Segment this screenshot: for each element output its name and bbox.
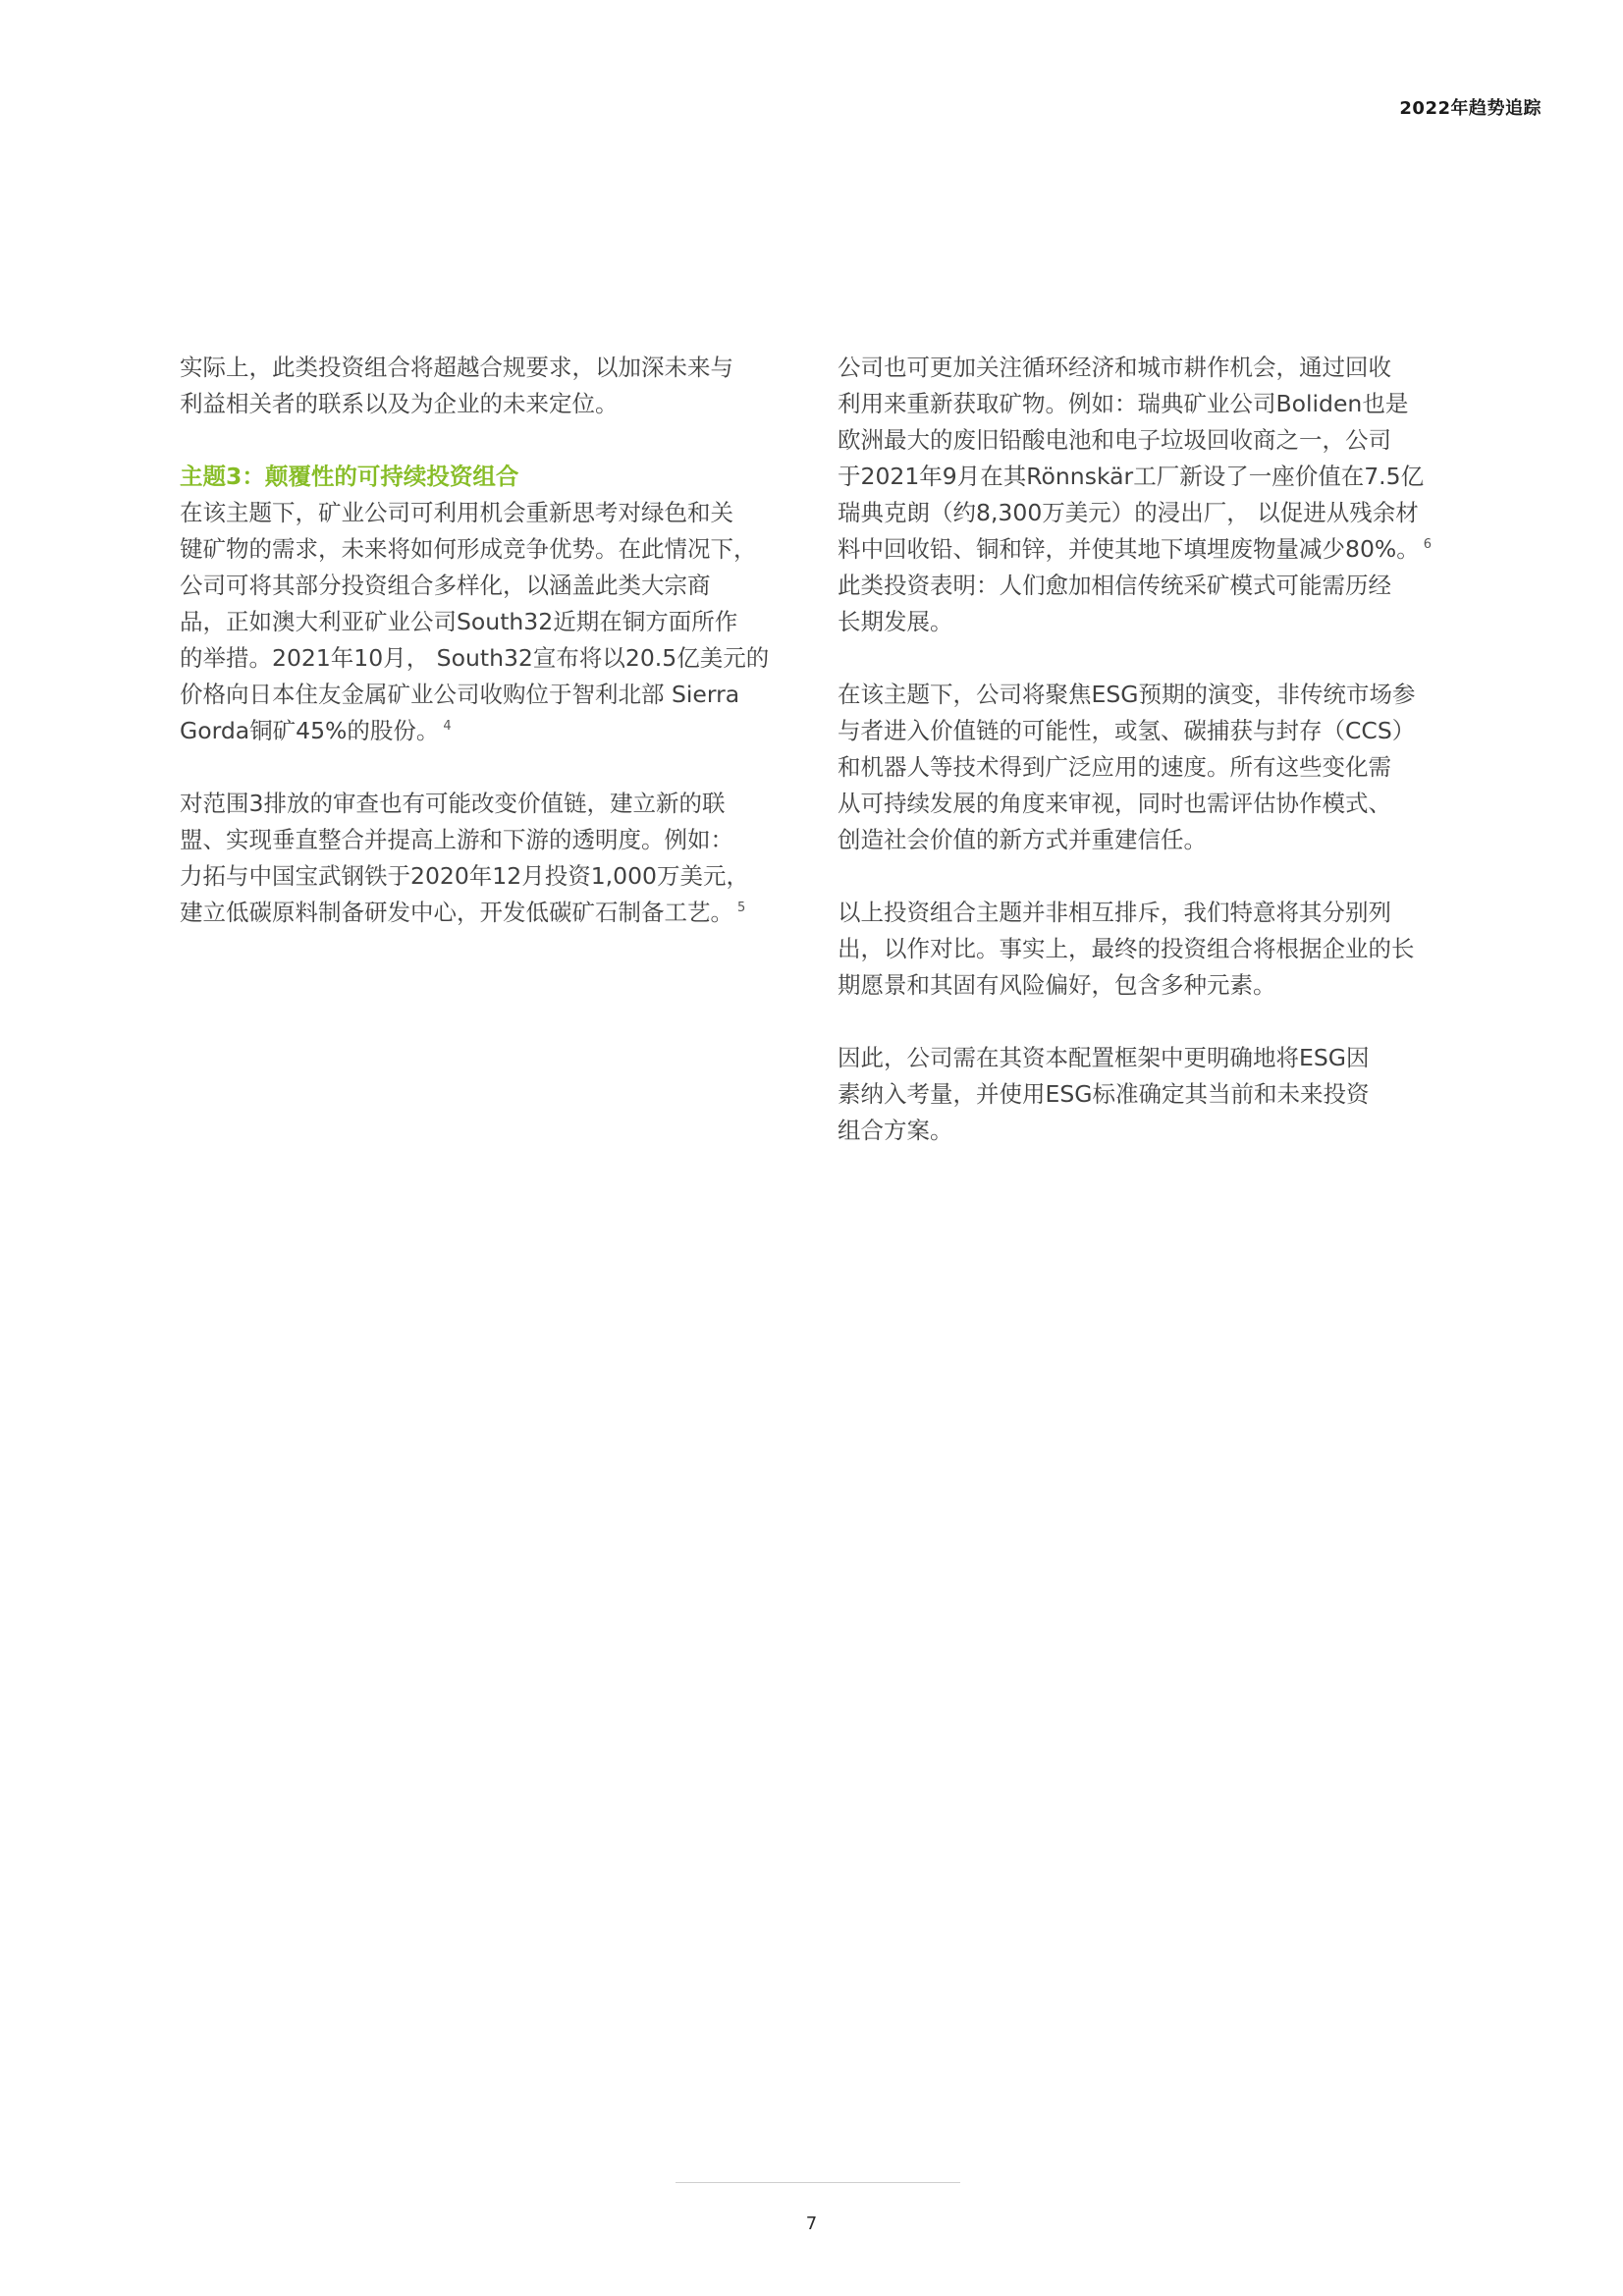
- text-line-content: 料中回收铅、铜和锌，并使其地下填埋废物量减少80%。: [838, 535, 1420, 563]
- text-line: 价格向日本住友金属矿业公司收购位于智利北部 Sierra: [180, 681, 740, 708]
- text-line: 键矿物的需求，未来将如何形成竞争优势。在此情况下，: [180, 535, 757, 563]
- text-line: 和机器人等技术得到广泛应用的速度。所有这些变化需: [838, 753, 1391, 781]
- left-paragraph-3: [180, 786, 788, 931]
- text-line: 公司也可更加关注循环经济和城市耕作机会，通过回收: [838, 354, 1391, 381]
- text-line: 出，以作对比。事实上，最终的投资组合将根据企业的长: [838, 935, 1415, 962]
- footnote-ref-5[interactable]: 5: [737, 901, 746, 915]
- text-line: 素纳入考量，并使用ESG标准确定其当前和未来投资: [838, 1080, 1370, 1108]
- text-line: 对范围3排放的审查也有可能改变价值链，建立新的联: [180, 790, 726, 817]
- text-line: 的举措。2021年10月， South32宣布将以20.5亿美元的: [180, 644, 770, 672]
- right-paragraph-4: [838, 1040, 1446, 1149]
- text-line: 于2021年9月在其Rönnskär工厂新设了一座价值在7.5亿: [838, 463, 1425, 490]
- left-text-column: [180, 350, 788, 967]
- right-text-column: [838, 350, 1446, 1185]
- left-section-theme3: [180, 459, 788, 749]
- text-line: 盟、实现垂直整合并提高上游和下游的透明度。例如：: [180, 826, 733, 853]
- text-line: 创造社会价值的新方式并重建信任。: [838, 826, 1207, 853]
- right-paragraph-3: [838, 895, 1446, 1004]
- left-paragraph-1: [180, 350, 788, 422]
- text-line: 品，正如澳大利亚矿业公司South32近期在铜方面所作: [180, 608, 738, 635]
- text-line: 以上投资组合主题并非相互排斥，我们特意将其分别列: [838, 899, 1391, 926]
- footnote-ref-6[interactable]: 6: [1423, 537, 1433, 552]
- footer-divider: [676, 2182, 960, 2183]
- text-line: 利用来重新获取矿物。例如：瑞典矿业公司Boliden也是: [838, 390, 1409, 417]
- text-line: 力拓与中国宝武钢铁于2020年12月投资1,000万美元，: [180, 862, 749, 890]
- page-number: 7: [805, 2214, 818, 2234]
- text-line: 从可持续发展的角度来审视，同时也需评估协作模式、: [838, 790, 1391, 817]
- text-line: 欧洲最大的废旧铅酸电池和电子垃圾回收商之一，公司: [838, 426, 1391, 454]
- text-line: [838, 531, 1446, 568]
- text-line: 此类投资表明：人们愈加相信传统采矿模式可能需历经: [838, 572, 1391, 599]
- text-line: [180, 895, 788, 931]
- report-header-title: 2022年趋势追踪: [1399, 98, 1542, 119]
- text-line: 在该主题下，矿业公司可利用机会重新思考对绿色和关: [180, 499, 733, 526]
- text-line: 因此，公司需在其资本配置框架中更明确地将ESG因: [838, 1044, 1370, 1071]
- text-line: 在该主题下，公司将聚焦ESG预期的演变，非传统市场参: [838, 681, 1416, 708]
- footnote-ref-4[interactable]: 4: [443, 719, 452, 734]
- text-line: 期愿景和其固有风险偏好，包含多种元素。: [838, 971, 1276, 999]
- text-line-content: 建立低碳原料制备研发中心，开发低碳矿石制备工艺。: [180, 899, 733, 926]
- right-paragraph-1: [838, 350, 1446, 640]
- text-line: 瑞典克朗（约8,300万美元）的浸出厂， 以促进从残余材: [838, 499, 1419, 526]
- text-line: [180, 713, 788, 749]
- text-line: 与者进入价值链的可能性，或氢、碳捕获与封存（CCS）: [838, 717, 1416, 744]
- text-line: 利益相关者的联系以及为企业的未来定位。: [180, 390, 619, 417]
- section-heading: 主题3：颠覆性的可持续投资组合: [180, 463, 519, 490]
- text-line: 长期发展。: [838, 608, 953, 635]
- text-line: 实际上，此类投资组合将超越合规要求，以加深未来与: [180, 354, 733, 381]
- text-line: 组合方案。: [838, 1117, 953, 1144]
- right-paragraph-2: [838, 677, 1446, 858]
- text-line: 公司可将其部分投资组合多样化，以涵盖此类大宗商: [180, 572, 711, 599]
- text-line-content: Gorda铜矿45%的股份。: [180, 717, 440, 744]
